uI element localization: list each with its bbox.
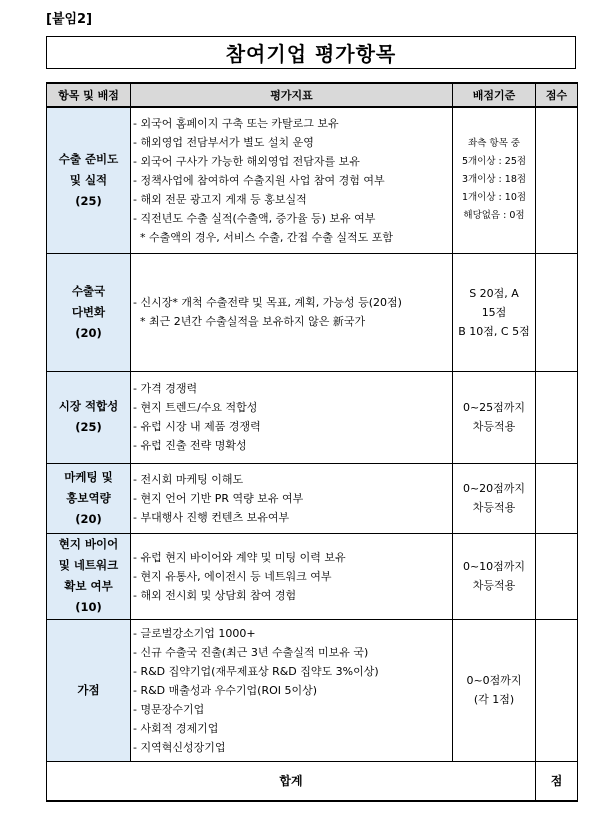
criteria-line: 15점 xyxy=(481,305,507,319)
document-title: 참여기업 평가항목 xyxy=(46,36,576,69)
criteria-line: 해당없음 : 0점 xyxy=(463,210,525,222)
table-row xyxy=(47,253,578,371)
total-label: 합계 xyxy=(47,761,536,801)
category-line: 및 네트워크 xyxy=(58,558,119,572)
criteria-cell xyxy=(453,371,536,463)
category-line: 시장 적합성 xyxy=(58,399,119,413)
criteria-line: 0~0점까지 xyxy=(466,674,522,687)
header-criteria: 배점기준 xyxy=(453,83,536,107)
category-cell xyxy=(47,371,131,463)
indicator-line: - 현지 언어 기반 PR 역량 보유 여부 xyxy=(133,491,304,505)
indicator-cell xyxy=(131,533,453,619)
criteria-line: 0~10점까지 xyxy=(462,560,526,573)
criteria-line: 1개이상 : 10점 xyxy=(461,192,527,204)
indicator-cell xyxy=(131,253,453,371)
total-row xyxy=(47,761,578,801)
indicator-line: - 해외 전문 광고지 게재 등 홍보실적 xyxy=(133,192,307,206)
score-cell[interactable] xyxy=(536,463,578,533)
category-cell xyxy=(47,107,131,253)
category-line: (25) xyxy=(75,193,102,208)
criteria-cell xyxy=(453,253,536,371)
header-indicators: 평가지표 xyxy=(131,83,453,107)
indicator-line: - 글로벌강소기업 1000+ xyxy=(133,626,256,640)
category-line: 수출 준비도 xyxy=(58,151,119,166)
criteria-line: 차등적용 xyxy=(472,579,516,592)
total-unit: 점 xyxy=(536,761,578,801)
category-line: 가점 xyxy=(77,682,100,697)
indicator-line: - 명문장수기업 xyxy=(133,702,205,716)
score-cell[interactable] xyxy=(536,253,578,371)
table-row xyxy=(47,463,578,533)
category-line: 마케팅 및 xyxy=(64,469,113,484)
indicator-line: - 현지 유통사, 에이전시 등 네트워크 여부 xyxy=(133,569,332,583)
indicator-line: - 가격 경쟁력 xyxy=(133,382,198,395)
criteria-line: 3개이상 : 18점 xyxy=(461,174,527,186)
indicator-line: - R&D 매출성과 우수기업(ROI 5이상) xyxy=(133,683,318,697)
criteria-line: 좌측 항목 중 xyxy=(468,138,520,150)
indicator-cell xyxy=(131,619,453,761)
criteria-cell xyxy=(453,619,536,761)
category-line: 다변화 xyxy=(71,304,106,319)
criteria-line: 0~25점까지 xyxy=(462,401,526,414)
category-line: (20) xyxy=(75,511,102,526)
indicator-line: - 유럽 현지 바이어와 계약 및 미팅 이력 보유 xyxy=(133,550,346,564)
indicator-line: - 외국어 홈페이지 구축 또는 카탈로그 보유 xyxy=(133,116,339,130)
criteria-line: 5개이상 : 25점 xyxy=(461,156,527,168)
criteria-line: B 10점, C 5점 xyxy=(458,324,530,338)
criteria-line: 차등적용 xyxy=(472,420,516,433)
table-row xyxy=(47,107,578,253)
score-cell[interactable] xyxy=(536,533,578,619)
category-line: (10) xyxy=(75,600,102,614)
score-cell[interactable] xyxy=(536,371,578,463)
header-category: 항목 및 배점 xyxy=(47,83,131,107)
category-line: 및 실적 xyxy=(69,172,108,187)
category-line: (20) xyxy=(75,325,102,340)
indicator-line: - 전시회 마케팅 이해도 xyxy=(133,472,244,486)
indicator-line: - 해외 전시회 및 상담회 참여 경험 xyxy=(133,588,297,602)
category-line: 홍보역량 xyxy=(66,490,111,505)
category-line: 수출국 xyxy=(71,283,106,298)
indicator-line: - 현지 트렌드/수요 적합성 xyxy=(133,401,258,414)
criteria-cell xyxy=(453,107,536,253)
indicator-line: - 부대행사 진행 컨텐츠 보유여부 xyxy=(133,510,290,524)
attachment-label: [붙임2] xyxy=(46,12,93,27)
criteria-line: S 20점, A xyxy=(469,286,519,300)
table-header-row xyxy=(47,83,578,107)
indicator-line: - R&D 집약기업(재무제표상 R&D 집약도 3%이상) xyxy=(133,664,379,678)
indicator-line: - 신규 수출국 진출(최근 3년 수출실적 미보유 국) xyxy=(133,645,369,659)
category-cell xyxy=(47,253,131,371)
indicator-line: - 신시장* 개척 수출전략 및 목표, 계획, 가능성 등(20점) xyxy=(133,296,402,309)
header-score: 점수 xyxy=(536,83,578,107)
indicator-line: - 유럽 시장 내 제품 경쟁력 xyxy=(133,420,261,433)
category-line: 확보 여부 xyxy=(64,579,113,593)
category-cell xyxy=(47,533,131,619)
indicator-cell xyxy=(131,107,453,253)
category-line: (25) xyxy=(75,420,102,434)
indicator-line: - 사회적 경제기업 xyxy=(133,721,219,735)
criteria-cell xyxy=(453,463,536,533)
table-body xyxy=(47,107,578,761)
category-cell xyxy=(47,463,131,533)
criteria-line: (각 1점) xyxy=(473,693,515,706)
category-cell xyxy=(47,619,131,761)
criteria-line: 0~20점까지 xyxy=(462,482,526,495)
criteria-line: 차등적용 xyxy=(472,501,516,514)
indicator-line: - 지역혁신성장기업 xyxy=(133,740,226,754)
indicator-line: * 수출액의 경우, 서비스 수출, 간접 수출 실적도 포함 xyxy=(133,230,393,244)
table-row xyxy=(47,533,578,619)
evaluation-table xyxy=(46,82,578,802)
table-row xyxy=(47,619,578,761)
indicator-cell xyxy=(131,371,453,463)
indicator-line: - 직전년도 수출 실적(수출액, 증가율 등) 보유 여부 xyxy=(133,211,376,225)
table-row xyxy=(47,371,578,463)
indicator-line: - 정책사업에 참여하여 수출지원 사업 참여 경험 여부 xyxy=(133,173,385,187)
indicator-line: - 유럽 진출 전략 명확성 xyxy=(133,439,247,452)
score-cell[interactable] xyxy=(536,107,578,253)
indicator-line: * 최근 2년간 수출실적을 보유하지 않은 新국가 xyxy=(133,315,366,328)
category-line: 현지 바이어 xyxy=(58,537,119,551)
indicator-cell xyxy=(131,463,453,533)
indicator-line: - 해외영업 전담부서가 별도 설치 운영 xyxy=(133,135,314,149)
score-cell[interactable] xyxy=(536,619,578,761)
indicator-line: - 외국어 구사가 가능한 해외영업 전담자를 보유 xyxy=(133,154,360,168)
criteria-cell xyxy=(453,533,536,619)
